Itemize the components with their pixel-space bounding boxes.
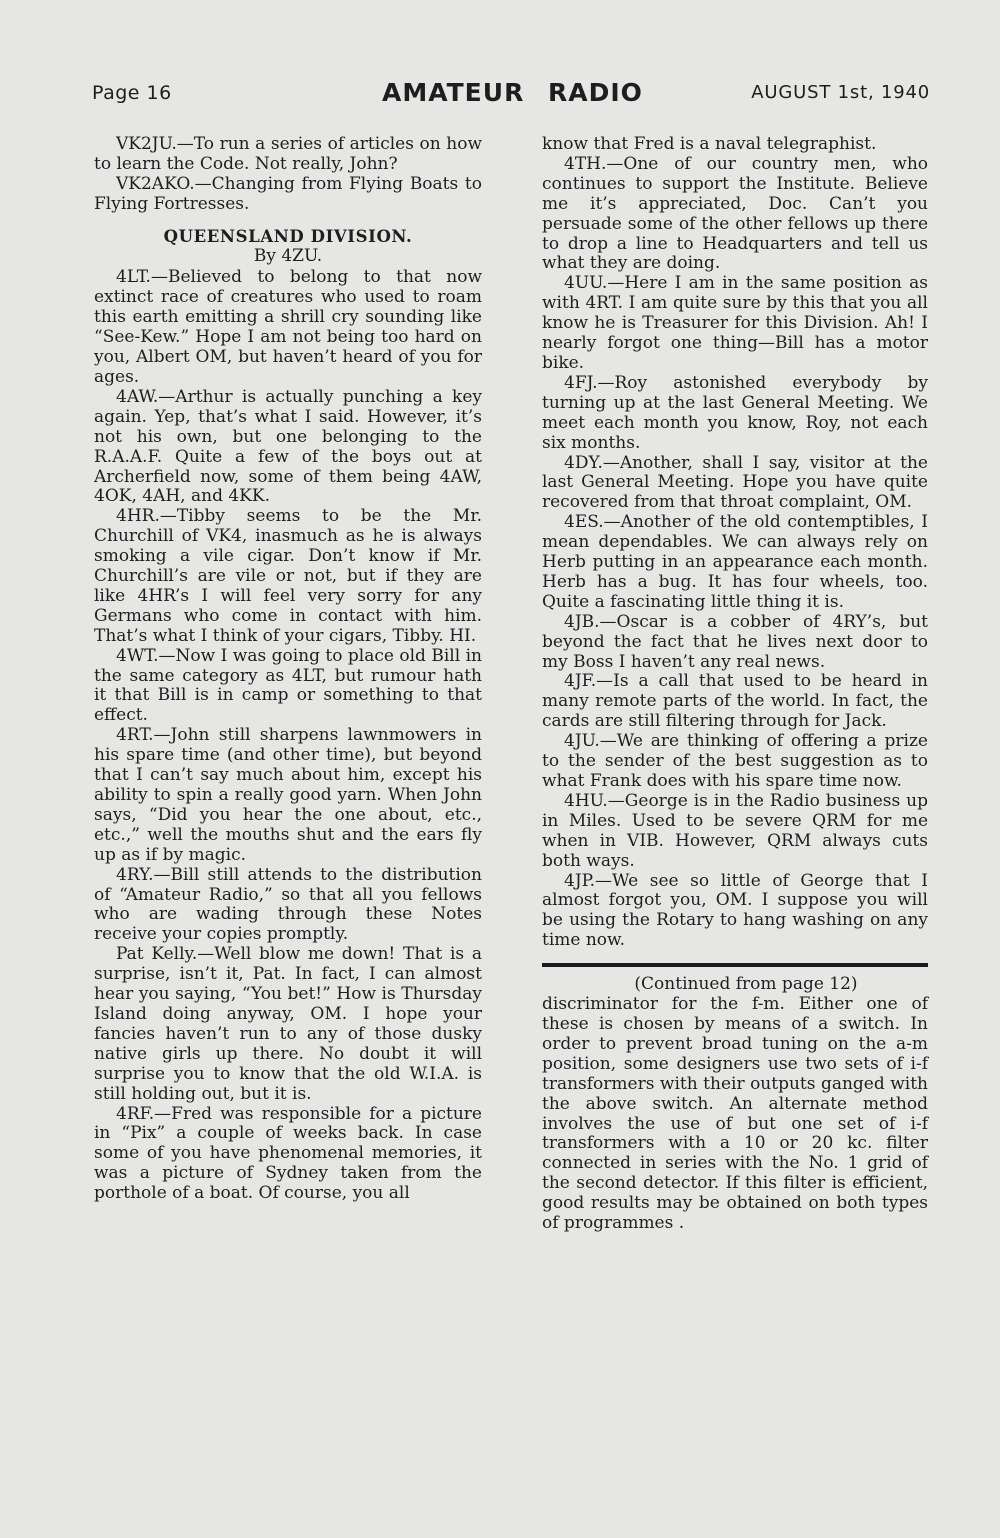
paragraph: 4JU.—We are thinking of offering a prize to the sender of the best suggestion as to what Frank does with his spare time now. — [542, 731, 928, 791]
paragraph: 4JF.—Is a call that used to be heard in many remote parts of the world. In fact, the cards are still filtering through for Jack. — [542, 671, 928, 732]
paragraph: 4RF.—Fred was responsible for a picture in “Pix” a couple of weeks back. In case some of you have phenomenal memories, it was a picture of Sydney taken from the porthole of a boat. Of course, you all — [94, 1103, 482, 1204]
paragraph: 4JB.—Oscar is a cobber of 4RY’s, but beyond the fact that he lives next door to my Boss I haven’t any real news. — [542, 611, 928, 672]
paragraph: VK2JU.—To run a series of articles on how to learn the Code. Not really, John? — [94, 134, 482, 174]
magazine-title: AMATEUR RADIO — [382, 78, 643, 107]
paragraph: 4HR.—Tibby seems to be the Mr. Churchill of VK4, inasmuch as he is always smoking a vile cigar. Don’t know if Mr. Churchill’s are vile or not, but if they are like 4HR’s I will feel very sorry for any Germans who come in contact with him. That’s what I think of your cigars, Tibby. HI. — [94, 506, 482, 646]
paragraph: 4DY.—Another, shall I say, visitor at the last General Meeting. Hope you have quite recovered from that throat complaint, OM. — [542, 452, 928, 513]
paragraph: 4WT.—Now I was going to place old Bill in the same category as 4LT, but rumour hath it that Bill is in camp or something to that effect. — [94, 645, 482, 726]
paragraph: Pat Kelly.—Well blow me down! That is a surprise, isn’t it, Pat. In fact, I can almost hear you saying, “You bet!” How is Thursday Island doing anyway, OM. I hope your fancies haven’t run to any of those dusky native girls up there. No doubt it will surprise you to know that the old W.I.A. is still holding out, but it is. — [94, 944, 482, 1104]
paragraph: 4JP.—We see so little of George that I almost forgot you, OM. I suppose you will be using the Rotary to hang washing on any time now. — [542, 870, 928, 951]
left-column — [94, 135, 482, 1204]
paragraph: 4RY.—Bill still attends to the distribution of “Amateur Radio,” so that all you fellows who are wading through these Notes receive your copies promptly. — [94, 864, 482, 945]
paragraph: VK2AKO.—Changing from Flying Boats to Flying Fortresses. — [94, 173, 482, 214]
paragraph: 4HU.—George is in the Radio business up in Miles. Used to be severe QRM for me when in VIB. However, QRM always cuts both ways. — [542, 790, 928, 871]
byline: By 4ZU. — [253, 245, 323, 266]
paragraph: 4AW.—Arthur is actually punching a key again. Yep, that’s what I said. However, it’s not his own, but one belonging to the R.A.A.F. Quite a few of the boys out at Archerfield now, some of them being 4AW, 4OK, 4AH, and 4KK. — [94, 386, 482, 507]
paragraph: 4FJ.—Roy astonished everybody by turning up at the last General Meeting. We meet each month you know, Roy, not each six months. — [542, 372, 928, 453]
continued-paragraph: discriminator for the f-m. Either one of these is chosen by means of a switch. In order to prevent broad tuning on the a-m position, some designers use two sets of i-f transformers with their outputs ganged with the above switch. An alternate method involves the use of but one set of i-f transformers with a 10 or 20 kc. filter connected in series with the No. 1 grid of the second detector. If this filter is efficient, good results may be obtained on both types of programmes . — [542, 994, 928, 1234]
page-header — [92, 80, 930, 110]
section-heading: QUEENSLAND DIVISION. — [163, 226, 413, 246]
paragraph: 4RT.—John still sharpens lawnmowers in his spare time (and other time), but beyond that I can’t say much about him, except his ability to spin a really good yarn. When John says, “Did you hear the one about, etc., etc.,” well the mouths shut and the ears fly up as if by magic. — [94, 725, 482, 865]
paragraph: 4TH.—One of our country men, who continues to support the Institute. Believe me it’s appreciated, Doc. Can’t you persuade some of the other fellows up there to drop a line to Headquarters and tell us what they are doing. — [542, 153, 928, 274]
paragraph-continuation: know that Fred is a naval telegraphist. — [542, 134, 877, 154]
paragraph: 4UU.—Here I am in the same position as with 4RT. I am quite sure by this that you all know he is Treasurer for this Division. Ah! I nearly forgot one thing—Bill has a motor bike. — [542, 273, 928, 373]
section-divider — [542, 963, 928, 967]
continued-note: (Continued from page 12) — [634, 974, 858, 995]
paragraph: 4ES.—Another of the old contemptibles, I mean dependables. We can always rely on Herb putting in an appearance each month. Herb has a bug. It has four wheels, too. Quite a fascinating little thing it is. — [542, 512, 928, 612]
paragraph: 4LT.—Believed to belong to that now extinct race of creatures who used to roam this earth emitting a shrill cry sounding like “See-Kew.” Hope I am not being too hard on you, Albert OM, but haven’t heard of you for ages. — [94, 267, 482, 387]
page-number: Page 16 — [92, 82, 172, 104]
right-column — [542, 135, 928, 1234]
issue-date: AUGUST 1st, 1940 — [751, 82, 930, 103]
